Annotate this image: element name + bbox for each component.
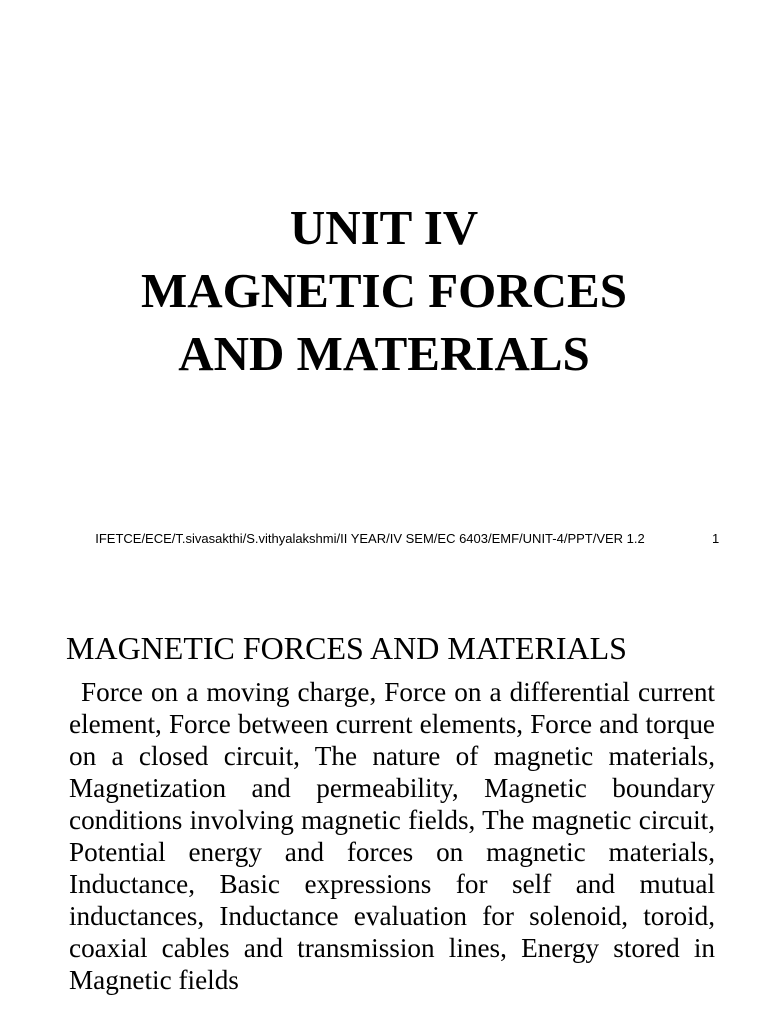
page-number: 1 — [712, 531, 720, 546]
title-line-2: MAGNETIC FORCES — [141, 263, 627, 318]
slide-footer: IFETCE/ECE/T.sivasakthi/S.vithyalakshmi/II YEAR/IV SEM/EC 6403/EMF/UNIT-4/PPT/VER 1.2 — [95, 531, 645, 546]
section-heading: MAGNETIC FORCES AND MATERIALS — [66, 630, 627, 666]
title-line-3: AND MATERIALS — [178, 326, 590, 381]
title-line-1: UNIT IV — [289, 200, 479, 255]
slide-title — [0, 196, 768, 385]
syllabus-paragraph: Force on a moving charge, Force on a differential current element, Force between current elements, Force and torque on a closed circuit, The nature of magnetic materials, Magnetization and permeability, Magnetic boundary conditions involving magnetic fields, The magnetic circuit, Potential energy and forces on magnetic materials, Inductance, Basic expressions for self and mutual inductances, Inductance evaluation for solenoid, toroid, coaxial cables and transmission lines, Energy stored in Magnetic fields — [69, 677, 715, 995]
